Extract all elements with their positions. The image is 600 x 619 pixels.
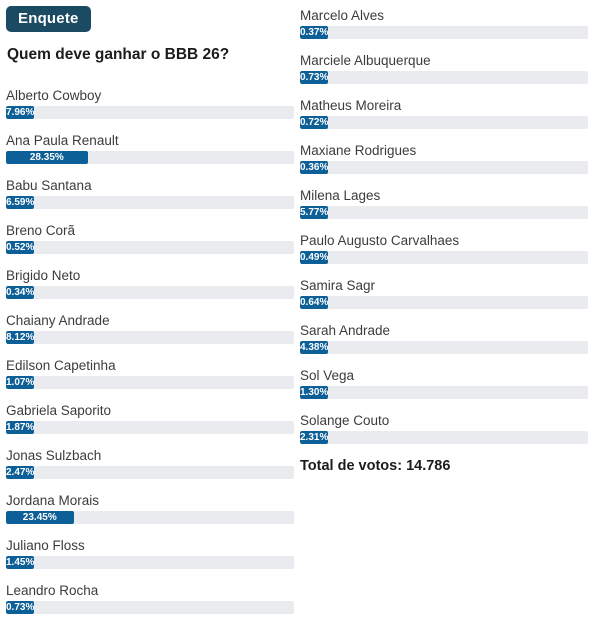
- poll-column-right: [300, 6, 588, 613]
- poll-item: [6, 223, 294, 254]
- candidate-name: Milena Lages: [300, 188, 381, 203]
- candidate-name: Gabriela Saporito: [6, 403, 112, 418]
- poll-bar-track: [300, 71, 588, 84]
- poll-bar-track: [6, 196, 294, 209]
- poll-bar-value: 0.64%: [300, 297, 328, 308]
- candidate-name: Marciele Albuquerque: [300, 53, 431, 68]
- candidate-name: Alberto Cowboy: [6, 88, 102, 103]
- poll-bar-value: 0.34%: [6, 287, 34, 298]
- poll-bar-fill: [300, 116, 328, 129]
- poll-bar-fill: [300, 206, 328, 219]
- poll-bar-fill: [300, 71, 328, 84]
- poll-bar-fill: [300, 26, 328, 39]
- poll-bar-value: 1.30%: [300, 387, 328, 398]
- poll-bar-value: 5.77%: [300, 207, 328, 218]
- poll-item: [6, 178, 294, 209]
- poll-bar-value: 0.52%: [6, 242, 34, 253]
- poll-bar-fill: [300, 386, 328, 399]
- poll-bar-track: [6, 511, 294, 524]
- poll-bar-track: [300, 206, 588, 219]
- poll-bar-track: [6, 466, 294, 479]
- poll-bar-track: [6, 106, 294, 119]
- poll-item: [300, 323, 588, 354]
- candidate-name: Sol Vega: [300, 368, 355, 383]
- poll-column-left: [6, 6, 294, 613]
- candidate-name: Samira Sagr: [300, 278, 376, 293]
- poll-item: [300, 53, 588, 84]
- poll-item: [6, 133, 294, 164]
- candidate-name: Jordana Morais: [6, 493, 100, 508]
- poll-item: [300, 278, 588, 309]
- poll-bar-value: 23.45%: [22, 512, 57, 523]
- poll-item: [300, 188, 588, 219]
- poll-bar-value: 1.45%: [6, 557, 34, 568]
- candidate-name: Brigido Neto: [6, 268, 81, 283]
- candidate-name: Chaiany Andrade: [6, 313, 110, 328]
- poll-bar-fill: [6, 196, 34, 209]
- candidate-name: Matheus Moreira: [300, 98, 402, 113]
- poll-bar-value: 0.73%: [300, 72, 328, 83]
- poll-bar-track: [300, 431, 588, 444]
- poll-bar-track: [6, 286, 294, 299]
- poll-bar-fill: [6, 556, 34, 569]
- candidate-name: Maxiane Rodrigues: [300, 143, 417, 158]
- poll-item: [6, 583, 294, 614]
- poll-item: [6, 493, 294, 524]
- poll-bar-track: [300, 26, 588, 39]
- poll-bar-value: 0.49%: [300, 252, 328, 263]
- candidate-name: Leandro Rocha: [6, 583, 99, 598]
- poll-bar-fill: [6, 331, 34, 344]
- poll-item: [6, 268, 294, 299]
- total-votes: Total de votos: 14.786: [300, 458, 451, 474]
- candidate-name: Jonas Sulzbach: [6, 448, 102, 463]
- poll-bar-fill: [6, 421, 34, 434]
- poll-bar-fill: [6, 286, 34, 299]
- poll-item: [300, 8, 588, 39]
- poll-bar-fill: [300, 161, 328, 174]
- poll-bar-fill: [6, 151, 88, 164]
- candidate-name: Breno Corã: [6, 223, 76, 238]
- poll-bar-fill: [6, 601, 34, 614]
- poll-bar-value: 8.12%: [6, 332, 34, 343]
- poll-bar-track: [6, 421, 294, 434]
- poll-bar-fill: [6, 511, 74, 524]
- poll-item: [6, 358, 294, 389]
- poll-item: [300, 98, 588, 129]
- poll-bar-track: [300, 341, 588, 354]
- poll-bar-fill: [6, 466, 34, 479]
- poll-item: [300, 143, 588, 174]
- poll-bar-value: 4.38%: [300, 342, 328, 353]
- poll-bar-value: 2.47%: [6, 467, 34, 478]
- poll-bar-track: [6, 376, 294, 389]
- poll-bar-value: 0.72%: [300, 117, 328, 128]
- candidate-name: Ana Paula Renault: [6, 133, 119, 148]
- poll-item: [6, 448, 294, 479]
- poll-bar-track: [300, 251, 588, 264]
- poll-item: [6, 403, 294, 434]
- poll-question: Quem deve ganhar o BBB 26?: [7, 46, 230, 63]
- candidate-name: Sarah Andrade: [300, 323, 391, 338]
- poll-bar-fill: [6, 241, 34, 254]
- poll-bar-track: [6, 601, 294, 614]
- poll-bar-fill: [300, 341, 328, 354]
- poll-bar-value: 6.59%: [6, 197, 34, 208]
- poll-bar-value: 7.96%: [6, 107, 34, 118]
- poll-bar-track: [6, 241, 294, 254]
- poll-bar-track: [6, 331, 294, 344]
- enquete-badge: Enquete: [6, 6, 91, 32]
- poll-bar-value: 0.73%: [6, 602, 34, 613]
- poll-item: [300, 233, 588, 264]
- candidate-name: Marcelo Alves: [300, 8, 385, 23]
- poll-item: [6, 88, 294, 119]
- poll-item: [6, 313, 294, 344]
- poll-bar-track: [300, 386, 588, 399]
- poll-items-right: [300, 8, 588, 444]
- candidate-name: Edilson Capetinha: [6, 358, 116, 373]
- poll-bar-fill: [300, 431, 328, 444]
- poll-item: [300, 368, 588, 399]
- poll-bar-track: [300, 161, 588, 174]
- poll-bar-track: [300, 116, 588, 129]
- candidate-name: Paulo Augusto Carvalhaes: [300, 233, 460, 248]
- candidate-name: Solange Couto: [300, 413, 390, 428]
- poll-bar-fill: [300, 251, 328, 264]
- candidate-name: Juliano Floss: [6, 538, 85, 553]
- poll-bar-value: 1.07%: [6, 377, 34, 388]
- poll-bar-track: [6, 556, 294, 569]
- poll-bar-value: 2.31%: [300, 432, 328, 443]
- poll-item: [6, 538, 294, 569]
- poll-bar-value: 0.36%: [300, 162, 328, 173]
- poll-bar-fill: [300, 296, 328, 309]
- poll-item: [300, 413, 588, 444]
- poll-bar-fill: [6, 376, 34, 389]
- poll-bar-value: 0.37%: [300, 27, 328, 38]
- poll-bar-fill: [6, 106, 34, 119]
- poll-bar-track: [6, 151, 294, 164]
- poll-items-left: [6, 88, 294, 614]
- candidate-name: Babu Santana: [6, 178, 92, 193]
- poll-bar-value: 28.35%: [29, 152, 64, 163]
- poll-bar-value: 1.87%: [6, 422, 34, 433]
- poll-bar-track: [300, 296, 588, 309]
